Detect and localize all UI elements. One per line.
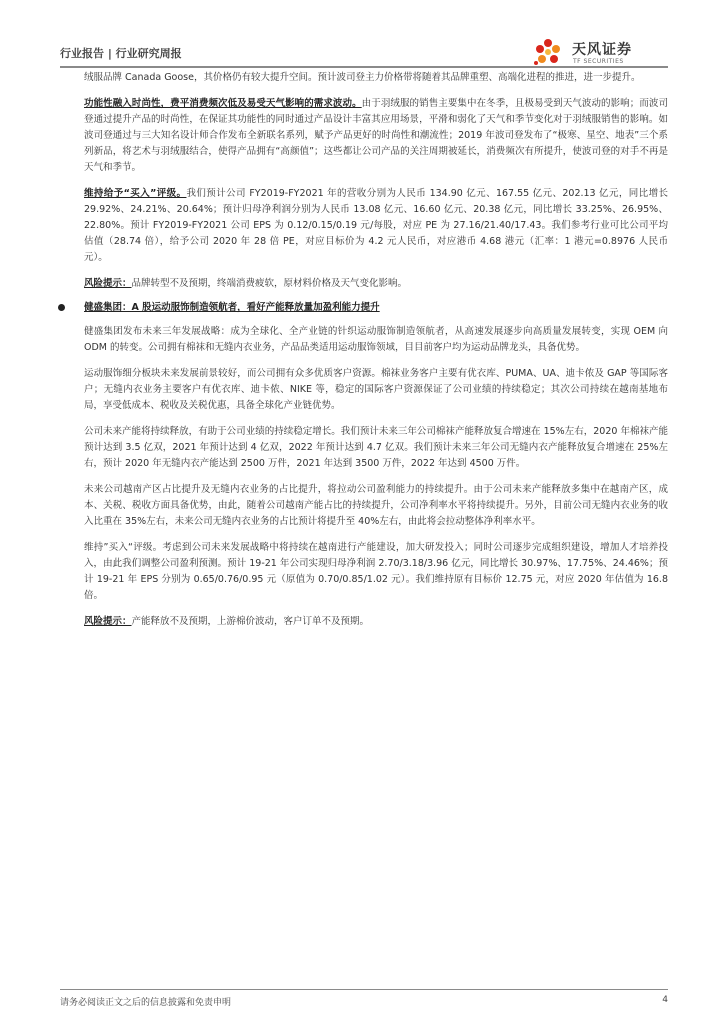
footer-disclaimer: 请务必阅读正文之后的信息披露和免责申明: [60, 998, 232, 1008]
paragraph-risk-jiansheng: [84, 614, 668, 630]
paragraph-body: 我们预计公司 FY2019-FY2021 年的营收分别为人民币 134.90 亿元、167.55 亿元、202.13 亿元，同比增长 29.92%、24.21%、20.64%；预计归母净利润分别为人民币 13.08 亿元、16.60 亿元、20.38 亿元，同比增长 33.25%、26.95%、22.80%。预计 FY2019-FY2021 公司 EPS 为 0.12/0.15/0.19 元/每股，对应 PE 为 27.16/21.40/17.43。我们参考行业可比公司平均估值（28.74 倍），给予公司 2020 年 28 倍 PE，对应目标价为 4.2 元人民币，对应港币 4.68 港元（汇率：1 港元=0.8976 人民币元）。: [84, 188, 668, 263]
footer-divider: [60, 989, 668, 990]
risk-body: 品牌转型不及预期，终端消费疲软，原材料价格及天气变化影响。: [131, 278, 408, 289]
paragraph-vietnam: 未来公司越南产区占比提升及无缝内衣业务的占比提升，将拉动公司盈利能力的持续提升。由于公司未来产能释放多集中在越南产区，成本、关税、税收方面具备优势，由此，随着公司越南产能占比的持续提升，公司净利率水平将持续提升。另外，目前公司无缝内衣业务的收入比重在 35%左右，未来公司无缝内衣业务的占比预计将提升至 40%左右，由此将会拉动整体净利率水平。: [84, 484, 668, 527]
report-body: [84, 70, 668, 640]
risk-label: 风险提示：: [84, 616, 132, 627]
section-heading: 健盛集团：A 股运动服饰制造领航者，看好产能释放量加盈利能力提升: [84, 302, 380, 313]
paragraph-fashion-function: [84, 96, 668, 176]
company-logo: [528, 37, 668, 69]
paragraph-goose-pricing: 绒服品牌 Canada Goose，其价格仍有较大提升空间。预计波司登主力价格带将随着其品牌重塑、高端化进程的推进，进一步提升。: [84, 72, 641, 83]
logo-subtitle: TF SECURITIES: [573, 58, 624, 65]
page-header: [60, 37, 668, 73]
paragraph-lead: 功能性融入时尚性，费平消费频次低及易受天气影响的需求波动。: [84, 98, 362, 109]
paragraph-risk-bosideng: [84, 276, 668, 292]
logo-name: 天风证券: [572, 42, 632, 58]
paragraph-strategy: 健盛集团发布未来三年发展战略：成为全球化、全产业链的针织运动服饰制造领航者，从高速发展逐步向高质量发展转变，实现 OEM 向 ODM 的转变。公司拥有棉袜和无缝内衣业务，产品品类适用运动服饰领域，目目前客户均为运动品牌龙头，具备优势。: [84, 326, 668, 353]
paragraph-body: 由于羽绒服的销售主要集中在冬季，且极易受到天气波动的影响；而波司登通过提升产品的时尚性，在保证其功能性的同时通过产品设计丰富其应用场景，平滑和弱化了天气和季节变化对于羽绒服销售的影响。如波司登通过与三大知名设计师合作发布全新联名系列，赋予产品更好的时尚性和潮流性；2019 年波司登发布了“极寒、星空、地表”三个系列新品，将艺术与羽绒服结合，使得产品拥有“高颜值”；这些都让公司产品的关注周期被延长，消费频次有所提升，使波司登的对手不再是天气和季节。: [84, 98, 668, 173]
paragraph-lead: 维持给予“买入”评级。: [84, 188, 187, 199]
section-bullet-jiansheng: [84, 300, 668, 316]
risk-body: 产能释放不及预期，上游棉价波动，客户订单不及预期。: [131, 616, 370, 627]
page-number: 4: [662, 995, 668, 1005]
bullet-dot-icon: [58, 304, 65, 311]
page-footer: [60, 989, 668, 1009]
paragraph-capacity: 公司未来产能将持续释放，有助于公司业绩的持续稳定增长。我们预计未来三年公司棉袜产能释放复合增速在 15%左右，2020 年棉袜产能预计达到 3.5 亿双，2021 年预计达到 4 亿双，2022 年预计达到 4.7 亿双。我们预计未来三年公司无缝内衣产能释放复合增速在 25%左右，预计 2020 年无缝内衣产能达到 2500 万件，2021 年达到 3500 万件，2022 年达到 4500 万件。: [84, 426, 668, 469]
paragraph-rating-bosideng: [84, 186, 668, 266]
risk-label: 风险提示：: [84, 278, 132, 289]
paragraph-rating-jiansheng: 维持”买入“评级。考虑到公司未来发展战略中将持续在越南进行产能建设，加大研发投入；同时公司逐步完成组织建设，增加人才培养投入，由此我们调整公司盈利预测。预计 19-21 年公司实现归母净利润 2.70/3.18/3.96 亿元，同比增长 30.97%、17.75%、24.46%；预计 19-21 年 EPS 分别为 0.65/0.76/0.95 元（原值为 0.70/0.85/1.02 元）。我们维持原有目标价 12.75 元，对应 2020 年估值为 16.8 倍。: [84, 542, 668, 601]
paragraph-clients: 运动服饰细分板块未来发展前景较好，而公司拥有众多优质客户资源。棉袜业务客户主要有优衣库、PUMA、UA、迪卡侬及 GAP 等国际客户；无缝内衣业务主要客户有优衣库、迪卡侬、NIKE 等，稳定的国际客户资源保证了公司业绩的持续稳定；其次公司持续在越南基地布局，享受低成本、税收及关税优惠，具备全球化产业链优势。: [84, 368, 668, 411]
report-category: 行业报告 | 行业研究周报: [60, 47, 182, 60]
logo-flower-icon: [528, 37, 568, 69]
